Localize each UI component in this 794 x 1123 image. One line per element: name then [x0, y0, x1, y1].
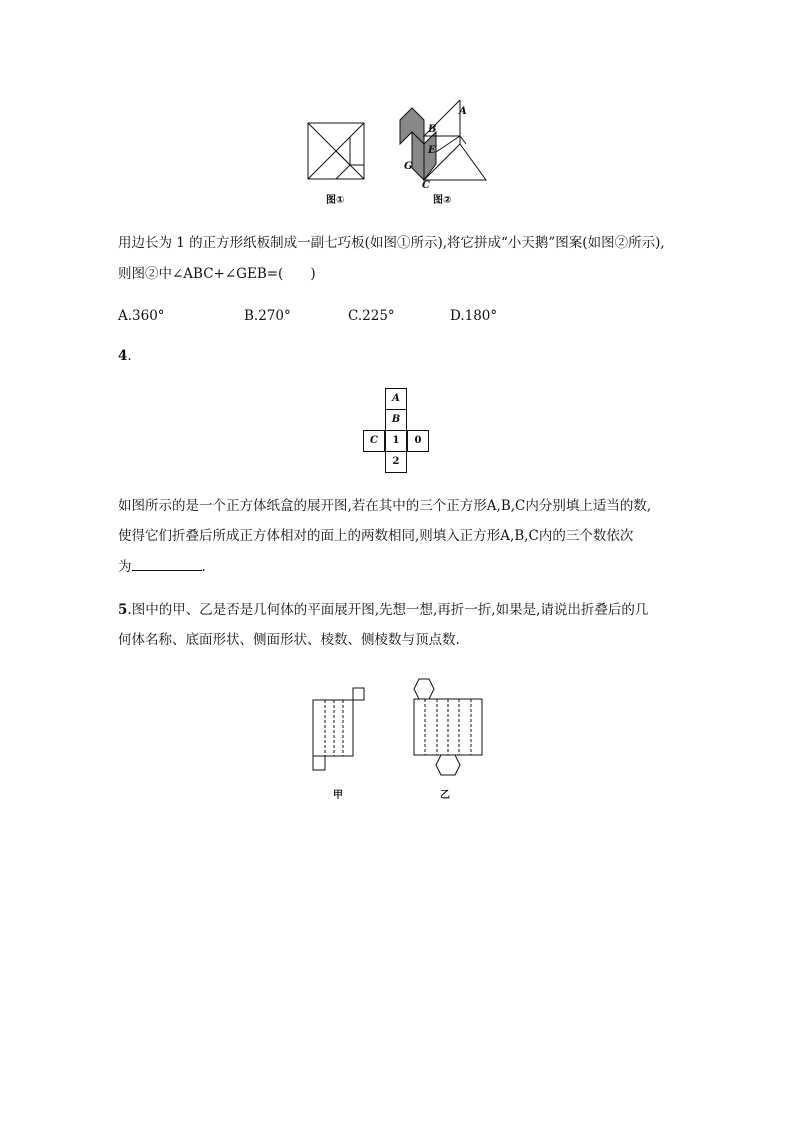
q3-text-line-2: 则图②中∠ABC+∠GEB=( ) [118, 266, 316, 282]
q5-text-line-2: 何体名称、底面形状、侧面形状、棱数、侧棱数与顶点数. [118, 632, 460, 648]
net-jia [308, 684, 368, 774]
q4-text-line-1: 如图所示的是一个正方体纸盒的展开图,若在其中的三个正方形A,B,C内分别填上适当的数, [118, 498, 652, 514]
point-C: C [422, 180, 430, 191]
net-cell-a: A [385, 388, 407, 410]
point-E: E [428, 145, 436, 156]
q5-number: 5 [118, 602, 128, 618]
point-A: A [459, 106, 467, 117]
q3-option-d: D.180° [450, 308, 498, 324]
q4-line3-suffix: . [201, 559, 206, 575]
figure-1-label: 图① [326, 195, 345, 206]
q4-line3-prefix: 为 [118, 559, 132, 575]
q4-number-dot: . [127, 348, 132, 364]
net-cell-2: 2 [385, 451, 407, 473]
q5-text-line-1-body: .图中的甲、乙是否是几何体的平面展开图,先想一想,再折一折,如果是,请说出折叠后的几 [127, 602, 649, 618]
q5-text-line-1 [118, 600, 648, 620]
q3-option-a: A.360° [118, 308, 165, 324]
net-cell-c: C [363, 430, 385, 452]
q4-number [118, 346, 132, 366]
net-cell-1: 1 [385, 430, 407, 452]
label-jia: 甲 [333, 790, 343, 801]
q4-number-digit: 4 [118, 348, 128, 364]
q3-option-b: B.270° [244, 308, 291, 324]
net-cell-b: B [385, 409, 407, 431]
net-cell-0: 0 [407, 430, 429, 452]
point-G: G [404, 161, 413, 172]
q3-text-line-1: 用边长为 1 的正方形纸板制成一副七巧板(如图①所示),将它拼成“小天鹅”图案(如图②所示), [118, 235, 665, 251]
tangram-figure-1 [300, 118, 370, 188]
figure-2-label: 图② [433, 195, 452, 206]
label-yi: 乙 [440, 790, 450, 801]
q4-text-line-3 [118, 556, 206, 577]
swan-figure-2 [396, 100, 496, 190]
answer-blank[interactable] [132, 556, 202, 571]
net-yi [405, 674, 490, 784]
q4-text-line-2: 使得它们折叠后所成正方体相对的面上的两数相同,则填入正方形A,B,C内的三个数依次 [118, 528, 634, 544]
cube-net [363, 388, 433, 478]
point-B: B [428, 124, 437, 135]
q3-option-c: C.225° [348, 308, 395, 324]
